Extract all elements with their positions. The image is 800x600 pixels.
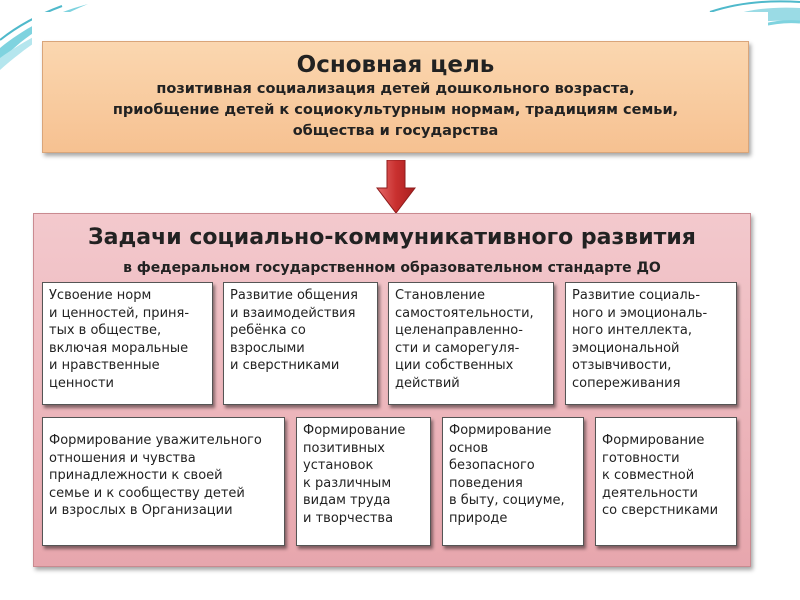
main-goal-box xyxy=(42,41,749,153)
goal-title: Основная цель xyxy=(296,52,495,78)
task-card-cooperation: Формирование готовности к совместной деятельности со сверстниками xyxy=(595,417,737,546)
goal-text: позитивная социализация детей дошкольного возраста, приобщение детей к социокультурным нормам, традициям семьи, общества и государства xyxy=(112,81,679,139)
task-card-communication: Развитие общения и взаимодействия ребёнка со взрослыми и сверстниками xyxy=(223,282,378,405)
task-card-emotional-intelligence: Развитие социаль- ного и эмоциональ- ного интеллекта, эмоциональной отзывчивости, сопереживания xyxy=(565,282,737,405)
tasks-title: Задачи социально-коммуникативного развития xyxy=(88,225,696,250)
tasks-subtitle: в федеральном государственном образовательном стандарте ДО xyxy=(123,260,661,276)
task-card-respect: Формирование уважительного отношения и чувства принадлежности к своей семье и к сообществу детей и взрослых в Организации xyxy=(42,417,285,546)
task-card-labor: Формирование позитивных установок к различным видам труда и творчества xyxy=(296,417,431,546)
task-card-independence: Становление самостоятельности, целенаправленно- сти и саморегуля- ции собственных действий xyxy=(388,282,554,405)
task-card-norms: Усвоение норм и ценностей, приня- тых в обществе, включая моральные и нравственные ценности xyxy=(42,282,213,405)
down-arrow-icon xyxy=(376,160,416,214)
task-card-safety: Формирование основ безопасного поведения в быту, социуме, природе xyxy=(442,417,584,546)
